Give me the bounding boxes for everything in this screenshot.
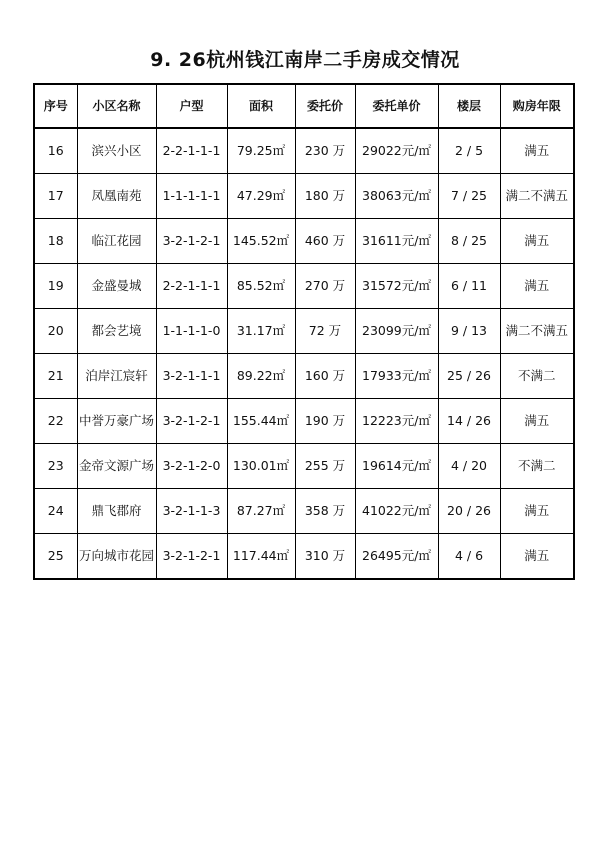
cell-layout: 3-2-1-2-1 bbox=[156, 399, 227, 444]
cell-community-name: 万向城市花园 bbox=[77, 534, 156, 580]
table-row bbox=[34, 219, 574, 264]
cell-area: 89.22㎡ bbox=[227, 354, 295, 399]
cell-asking-price: 270 万 bbox=[295, 264, 355, 309]
cell-asking-price: 255 万 bbox=[295, 444, 355, 489]
page-title: 9. 26杭州钱江南岸二手房成交情况 bbox=[150, 49, 460, 71]
cell-layout: 3-2-1-2-1 bbox=[156, 219, 227, 264]
cell-ownership-years: 满五 bbox=[500, 264, 574, 309]
cell-serial-number: 17 bbox=[34, 174, 77, 219]
cell-area: 31.17㎡ bbox=[227, 309, 295, 354]
header-row bbox=[34, 84, 574, 128]
cell-floor: 7 / 25 bbox=[438, 174, 500, 219]
cell-unit-price: 26495元/㎡ bbox=[355, 534, 438, 580]
cell-serial-number: 19 bbox=[34, 264, 77, 309]
table-row bbox=[34, 354, 574, 399]
cell-layout: 1-1-1-1-0 bbox=[156, 309, 227, 354]
cell-serial-number: 24 bbox=[34, 489, 77, 534]
cell-floor: 4 / 6 bbox=[438, 534, 500, 580]
cell-serial-number: 21 bbox=[34, 354, 77, 399]
cell-serial-number: 23 bbox=[34, 444, 77, 489]
cell-unit-price: 19614元/㎡ bbox=[355, 444, 438, 489]
cell-ownership-years: 满五 bbox=[500, 399, 574, 444]
header-ownership-years: 购房年限 bbox=[500, 84, 574, 128]
header-layout: 户型 bbox=[156, 84, 227, 128]
table-body bbox=[34, 128, 574, 579]
cell-unit-price: 17933元/㎡ bbox=[355, 354, 438, 399]
cell-area: 87.27㎡ bbox=[227, 489, 295, 534]
cell-community-name: 金帝文源广场 bbox=[77, 444, 156, 489]
cell-ownership-years: 满五 bbox=[500, 219, 574, 264]
cell-unit-price: 41022元/㎡ bbox=[355, 489, 438, 534]
cell-floor: 9 / 13 bbox=[438, 309, 500, 354]
cell-asking-price: 310 万 bbox=[295, 534, 355, 580]
cell-serial-number: 16 bbox=[34, 128, 77, 174]
cell-unit-price: 31611元/㎡ bbox=[355, 219, 438, 264]
header-area: 面积 bbox=[227, 84, 295, 128]
cell-community-name: 凤凰南苑 bbox=[77, 174, 156, 219]
cell-serial-number: 22 bbox=[34, 399, 77, 444]
cell-area: 155.44㎡ bbox=[227, 399, 295, 444]
cell-asking-price: 72 万 bbox=[295, 309, 355, 354]
cell-ownership-years: 满五 bbox=[500, 489, 574, 534]
cell-floor: 2 / 5 bbox=[438, 128, 500, 174]
cell-layout: 3-2-1-2-1 bbox=[156, 534, 227, 580]
cell-floor: 20 / 26 bbox=[438, 489, 500, 534]
cell-area: 85.52㎡ bbox=[227, 264, 295, 309]
cell-ownership-years: 不满二 bbox=[500, 354, 574, 399]
cell-layout: 3-2-1-1-1 bbox=[156, 354, 227, 399]
cell-ownership-years: 不满二 bbox=[500, 444, 574, 489]
cell-layout: 3-2-1-2-0 bbox=[156, 444, 227, 489]
cell-asking-price: 180 万 bbox=[295, 174, 355, 219]
cell-asking-price: 358 万 bbox=[295, 489, 355, 534]
cell-area: 130.01㎡ bbox=[227, 444, 295, 489]
cell-community-name: 泊岸江宸轩 bbox=[77, 354, 156, 399]
cell-area: 79.25㎡ bbox=[227, 128, 295, 174]
cell-community-name: 都会艺境 bbox=[77, 309, 156, 354]
table-row bbox=[34, 174, 574, 219]
cell-asking-price: 160 万 bbox=[295, 354, 355, 399]
cell-unit-price: 29022元/㎡ bbox=[355, 128, 438, 174]
table-row bbox=[34, 489, 574, 534]
cell-floor: 6 / 11 bbox=[438, 264, 500, 309]
table-row bbox=[34, 309, 574, 354]
table-header bbox=[34, 84, 574, 128]
cell-ownership-years: 满二不满五 bbox=[500, 174, 574, 219]
header-unit-price: 委托单价 bbox=[355, 84, 438, 128]
cell-area: 117.44㎡ bbox=[227, 534, 295, 580]
cell-asking-price: 230 万 bbox=[295, 128, 355, 174]
cell-asking-price: 460 万 bbox=[295, 219, 355, 264]
cell-layout: 3-2-1-1-3 bbox=[156, 489, 227, 534]
cell-asking-price: 190 万 bbox=[295, 399, 355, 444]
cell-area: 47.29㎡ bbox=[227, 174, 295, 219]
table-row bbox=[34, 444, 574, 489]
header-serial-number: 序号 bbox=[34, 84, 77, 128]
cell-ownership-years: 满二不满五 bbox=[500, 309, 574, 354]
cell-community-name: 中誉万豪广场 bbox=[77, 399, 156, 444]
table-row bbox=[34, 399, 574, 444]
cell-serial-number: 25 bbox=[34, 534, 77, 580]
cell-floor: 4 / 20 bbox=[438, 444, 500, 489]
cell-unit-price: 23099元/㎡ bbox=[355, 309, 438, 354]
header-community-name: 小区名称 bbox=[77, 84, 156, 128]
cell-floor: 25 / 26 bbox=[438, 354, 500, 399]
cell-area: 145.52㎡ bbox=[227, 219, 295, 264]
cell-serial-number: 20 bbox=[34, 309, 77, 354]
cell-floor: 8 / 25 bbox=[438, 219, 500, 264]
cell-community-name: 临江花园 bbox=[77, 219, 156, 264]
cell-unit-price: 38063元/㎡ bbox=[355, 174, 438, 219]
cell-layout: 2-2-1-1-1 bbox=[156, 128, 227, 174]
cell-community-name: 金盛曼城 bbox=[77, 264, 156, 309]
cell-layout: 1-1-1-1-1 bbox=[156, 174, 227, 219]
table-row bbox=[34, 534, 574, 580]
cell-serial-number: 18 bbox=[34, 219, 77, 264]
cell-unit-price: 31572元/㎡ bbox=[355, 264, 438, 309]
cell-layout: 2-2-1-1-1 bbox=[156, 264, 227, 309]
header-asking-price: 委托价 bbox=[295, 84, 355, 128]
header-floor: 楼层 bbox=[438, 84, 500, 128]
cell-ownership-years: 满五 bbox=[500, 128, 574, 174]
cell-ownership-years: 满五 bbox=[500, 534, 574, 580]
transaction-table bbox=[33, 83, 575, 580]
table-row bbox=[34, 264, 574, 309]
cell-floor: 14 / 26 bbox=[438, 399, 500, 444]
cell-community-name: 滨兴小区 bbox=[77, 128, 156, 174]
cell-community-name: 鼎飞郡府 bbox=[77, 489, 156, 534]
table-row bbox=[34, 128, 574, 174]
cell-unit-price: 12223元/㎡ bbox=[355, 399, 438, 444]
